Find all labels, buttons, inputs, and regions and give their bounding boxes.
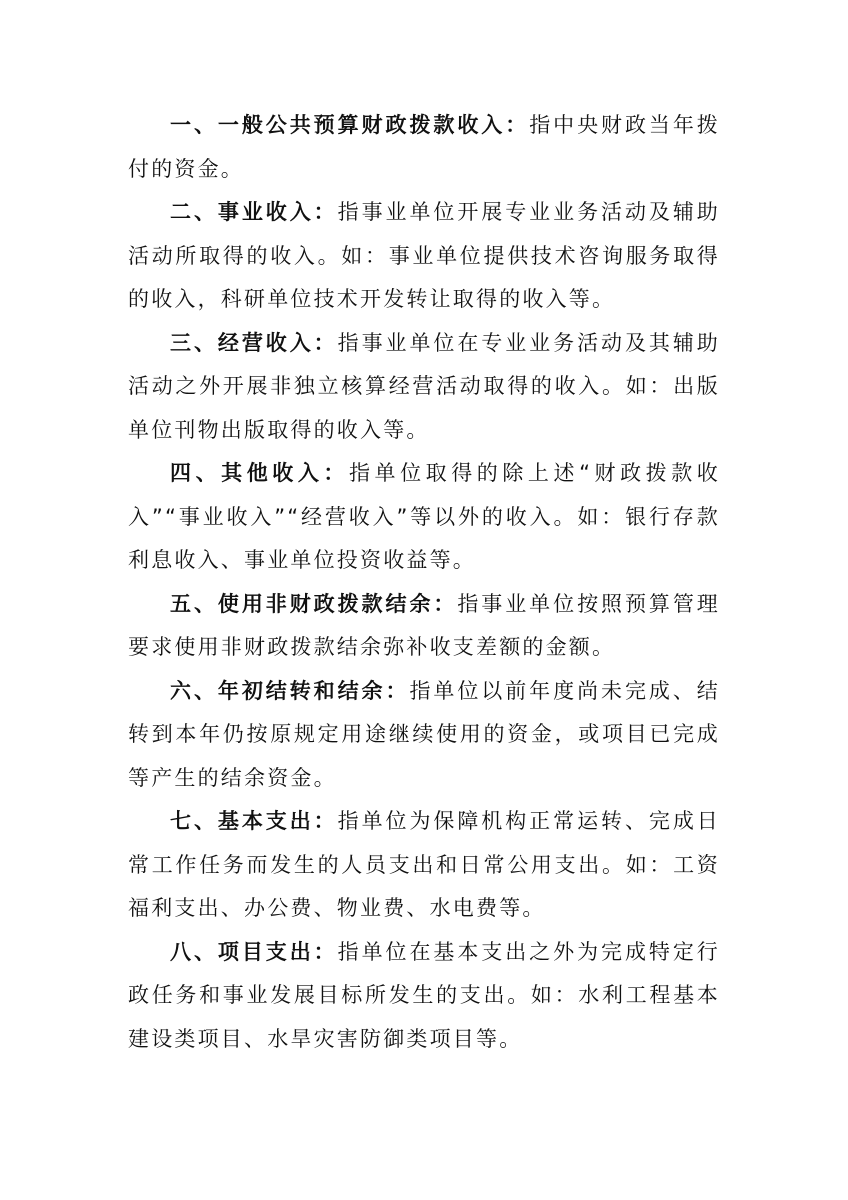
definition-paragraph-1 [128, 104, 720, 191]
definition-paragraph-5 [128, 583, 720, 670]
term-definition: 指事业单位在专业业务活动及其辅助活动之外开展非独立核算经营活动取得的收入。如：出版单位刊物出版取得的收入等。 [128, 330, 720, 442]
term-heading: 二、事业收入： [170, 200, 338, 224]
term-heading: 三、经营收入： [170, 330, 338, 355]
term-definition: 指中央财政当年拨付的资金。 [128, 113, 721, 181]
term-definition: 指事业单位按照预算管理要求使用非财政拨款结余弥补收支差额的金额。 [128, 591, 720, 659]
term-definition: 指单位在基本支出之外为完成特定行政任务和事业发展目标所发生的支出。如：水利工程基本建设类项目、水旱灾害防御类项目等。 [128, 939, 720, 1051]
term-heading: 八、项目支出： [170, 939, 338, 964]
definition-paragraph-3 [128, 322, 720, 453]
definition-paragraph-6 [128, 670, 720, 801]
term-definition: 指单位以前年度尚未完成、结转到本年仍按原规定用途继续使用的资金，或项目已完成等产生的结余资金。 [128, 678, 720, 790]
definition-paragraph-7 [128, 800, 720, 931]
definition-paragraph-4 [128, 452, 720, 583]
term-definition: 指事业单位开展专业业务活动及辅助活动所取得的收入。如：事业单位提供技术咨询服务取得的收入，科研单位技术开发转让取得的收入等。 [128, 200, 720, 311]
term-heading: 四、其他收入： [170, 461, 349, 485]
term-definition: 指单位取得的除上述“财政拨款收入”“事业收入”“经营收入”等以外的收入。如：银行存款利息收入、事业单位投资收益等。 [128, 461, 720, 572]
definition-paragraph-8 [128, 931, 720, 1062]
term-heading: 一、一般公共预算财政拨款收入： [170, 113, 530, 137]
term-heading: 六、年初结转和结余： [170, 678, 410, 703]
term-definition: 指单位为保障机构正常运转、完成日常工作任务而发生的人员支出和日常公用支出。如：工资福利支出、办公费、物业费、水电费等。 [128, 809, 720, 920]
term-heading: 七、基本支出： [170, 809, 338, 833]
definition-paragraph-2 [128, 191, 720, 322]
term-heading: 五、使用非财政拨款结余： [170, 591, 458, 616]
document-body [128, 104, 720, 1061]
